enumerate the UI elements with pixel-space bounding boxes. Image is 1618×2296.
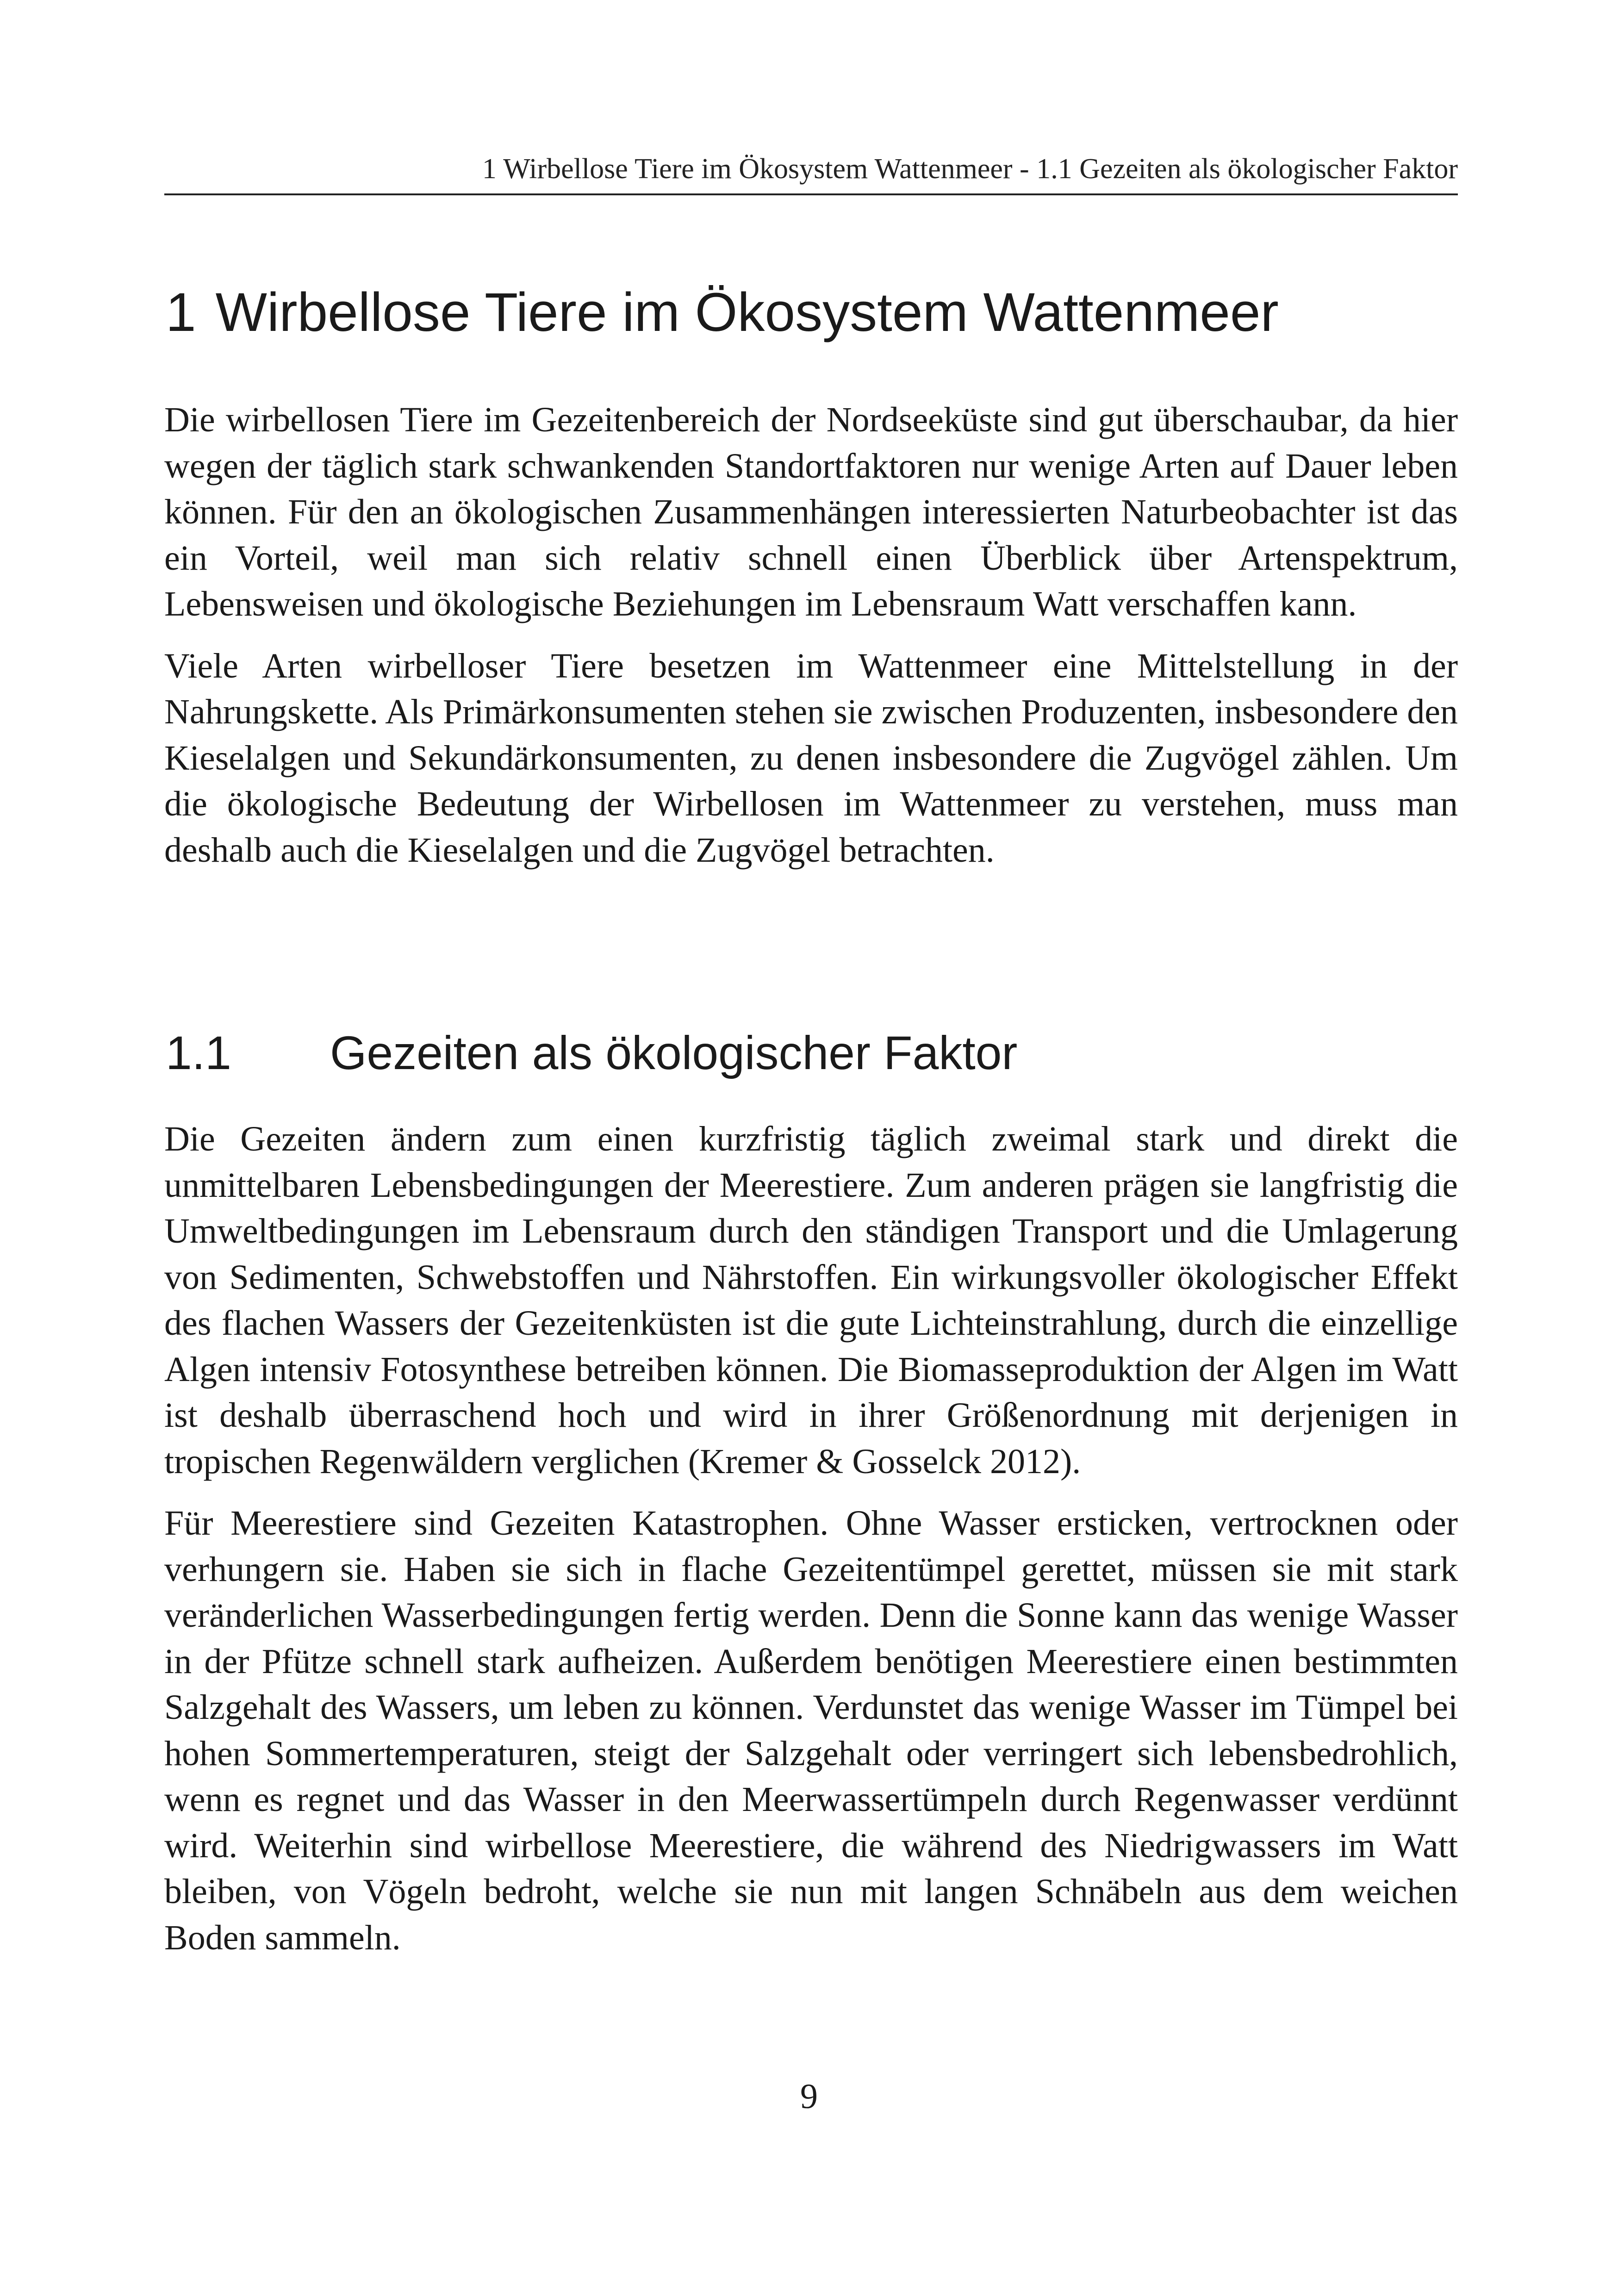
section-body [164,1116,1458,1961]
paragraph: Für Meerestiere sind Gezeiten Katastrophen. Ohne Wasser ersticken, vertrocknen oder verhungern sie. Haben sie sich in flache Gezeitentümpel gerettet, müssen sie mit stark veränderlichen Wasserbedingungen fertig werden. Denn die Sonne kann das wenige Wasser in der Pfütze schnell stark aufheizen. Außerdem benötigen Meerestiere einen bestimmten Salzgehalt des Wassers, um leben zu können. Verdunstet das wenige Wasser im Tümpel bei hohen Sommertemperaturen, steigt der Salzgehalt oder verringert sich lebensbedrohlich, wenn es regnet und das Wasser in den Meerwassertümpeln durch Regenwasser verdünnt wird. Weiterhin sind wirbellose Meerestiere, die während des Niedrigwassers im Watt bleiben, von Vögeln bedroht, welche sie nun mit langen Schnäbeln aus dem weichen Boden sammeln. [164,1504,1458,1957]
section-number: 1.1 [166,1027,231,1079]
paragraph: Viele Arten wirbelloser Tiere besetzen im Wattenmeer eine Mittelstellung in der Nahrungskette. Als Primärkonsumenten stehen sie zwischen Produzenten, insbesondere den Kieselalgen und Sekundärkonsumenten, zu denen insbesondere die Zugvögel zählen. Um die ökologische Bedeutung der Wirbellosen im Wattenmeer zu verstehen, muss man deshalb auch die Kieselalgen und die Zugvögel betrachten. [164,646,1458,870]
chapter-heading [166,278,1457,347]
paragraph: Die Gezeiten ändern zum einen kurzfristig täglich zweimal stark und direkt die unmittelbaren Lebensbedingungen der Meerestiere. Zum anderen prägen sie langfristig die Umweltbedingungen im Lebensraum durch den ständigen Transport und die Umlagerung von Sedimenten, Schwebstoffen und Nährstoffen. Ein wirkungsvoller ökologischer Effekt des flachen Wassers der Gezeitenküsten ist die gute Lichteinstrahlung, durch die einzellige Algen intensiv Fotosynthese betreiben können. Die Biomasseproduktion der Algen im Watt ist deshalb überraschend hoch und wird in ihrer Größenordnung mit derjenigen in tropischen Regenwäldern verglichen (Kremer & Gosselck 2012). [164,1120,1458,1481]
chapter-number: 1 [166,282,196,343]
chapter-title: Wirbellose Tiere im Ökosystem Wattenmeer [215,282,1279,343]
running-header: 1 Wirbellose Tiere im Ökosystem Wattenmeer - 1.1 Gezeiten als ökologischer Faktor [482,153,1458,185]
page-number: 9 [800,2077,818,2116]
chapter-body [164,397,1458,873]
section-heading [166,1020,1457,1085]
section-title: Gezeiten als ökologischer Faktor [330,1027,1018,1079]
header-rule [164,193,1458,195]
paragraph: Die wirbellosen Tiere im Gezeitenbereich der Nordseeküste sind gut überschaubar, da hier wegen der täglich stark schwankenden Standortfaktoren nur wenige Arten auf Dauer leben können. Für den an ökologischen Zusammenhängen interessierten Naturbeobachter ist das ein Vorteil, weil man sich relativ schnell einen Überblick über Artenspektrum, Lebensweisen und ökologische Beziehungen im Lebensraum Watt verschaffen kann. [164,400,1458,623]
